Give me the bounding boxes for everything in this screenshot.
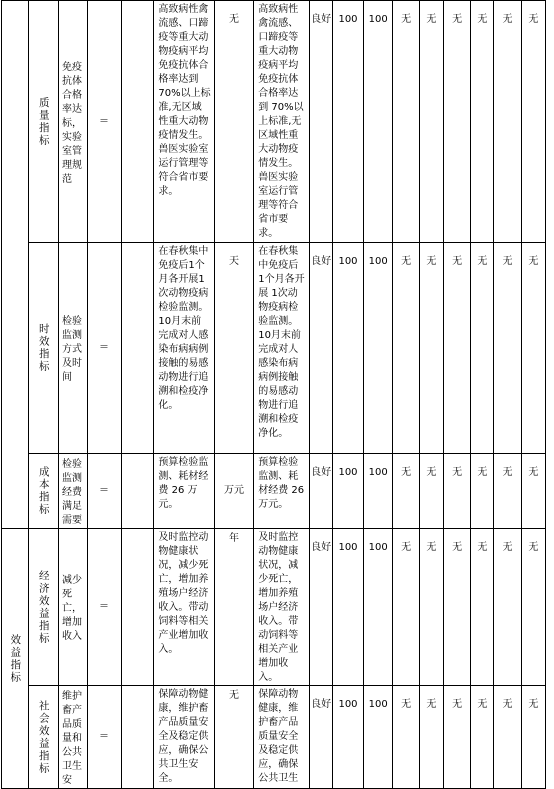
operator-label: ＝ (99, 342, 110, 353)
value-label: 无 (528, 14, 539, 25)
value-cell (494, 454, 521, 529)
weight-cell (333, 529, 364, 686)
value-cell (393, 686, 419, 789)
indicator-label: 检验监测经费满足需要 (62, 459, 83, 526)
operator-label: ＝ (99, 601, 110, 612)
operator-cell (87, 686, 121, 789)
score-value: 100 (368, 14, 388, 25)
operator-cell (87, 529, 121, 686)
indicator-label: 减少死亡，增加收入 (62, 575, 83, 642)
value-label: 无 (502, 699, 513, 710)
weight-cell (333, 454, 364, 529)
weight-value: 100 (338, 467, 358, 478)
value-label: 无 (502, 542, 513, 553)
value-cell (494, 686, 521, 789)
actual-cell (254, 686, 310, 789)
value-label: 无 (401, 699, 412, 710)
grade-cell (310, 243, 333, 454)
weight-cell (333, 243, 364, 454)
score-value: 100 (368, 699, 388, 710)
level1-cell-outcome (2, 529, 29, 789)
value-cell (443, 686, 470, 789)
grade-label: 良好 (311, 14, 332, 25)
level2-cell (29, 529, 59, 686)
operator-label: ＝ (99, 485, 110, 496)
indicator-label: 免疫抗体合格率达标，实验室管理规范 (62, 61, 83, 185)
score-value: 100 (368, 542, 388, 553)
value-label: 无 (452, 14, 463, 25)
empty-cell (121, 686, 154, 789)
grade-label: 良好 (311, 542, 332, 553)
value-label: 无 (502, 256, 513, 267)
unit-cell (214, 454, 253, 529)
weight-value: 100 (338, 256, 358, 267)
level2-cell (29, 686, 59, 789)
level2-cell (29, 243, 59, 454)
table-row (2, 686, 546, 789)
operator-cell (87, 243, 121, 454)
value-cell (419, 686, 443, 789)
value-cell (521, 243, 545, 454)
target-cell (154, 529, 214, 686)
target-cell (154, 243, 214, 454)
level2-label: 时效指标 (37, 323, 50, 373)
operator-label: ＝ (99, 731, 110, 742)
value-cell (443, 243, 470, 454)
value-label: 无 (528, 542, 539, 553)
actual-text: 及时监控动物健康状况，减少死亡，增加养殖场户经济收入。带动饲料等相关产业增加收入。 (258, 532, 299, 683)
value-cell (521, 529, 545, 686)
score-cell (363, 1, 393, 243)
performance-indicator-table (1, 0, 546, 789)
value-cell (419, 529, 443, 686)
operator-cell (87, 454, 121, 529)
target-text: 预算检验监测、耗材经费 26 万元。 (158, 457, 209, 510)
level2-label: 经济效益指标 (37, 569, 50, 645)
score-cell (363, 686, 393, 789)
table-row (2, 529, 546, 686)
target-text: 及时监控动物健康状况，减少死亡，增加养殖场户经济收入。带动饲料等相关产业增加收入。 (158, 532, 209, 655)
actual-text: 预算检验监测、耗材经费 26 万元。 (258, 457, 305, 510)
score-cell (363, 529, 393, 686)
value-label: 无 (452, 256, 463, 267)
empty-cell (121, 243, 154, 454)
value-cell (443, 529, 470, 686)
unit-cell (214, 1, 253, 243)
indicator-cell (59, 529, 88, 686)
target-text: 高致病性禽流感、口蹄疫等重大动物疫病平均免疫抗体合格率达到70%以上标准,无区域性重大动物疫情发生。兽医实验室运行管理等符合省市要求。 (158, 4, 211, 197)
grade-cell (310, 686, 333, 789)
value-cell (471, 243, 494, 454)
unit-cell (214, 529, 253, 686)
value-cell (521, 454, 545, 529)
actual-cell (254, 529, 310, 686)
actual-cell (254, 454, 310, 529)
value-label: 无 (426, 467, 437, 478)
grade-label: 良好 (311, 699, 332, 710)
level1-label: 效益指标 (9, 633, 22, 684)
unit-label: 万元 (223, 485, 244, 496)
grade-label: 良好 (311, 256, 332, 267)
level1-cell-output (2, 1, 29, 529)
unit-cell (214, 686, 253, 789)
weight-value: 100 (338, 699, 358, 710)
value-label: 无 (426, 14, 437, 25)
grade-cell (310, 529, 333, 686)
value-cell (393, 1, 419, 243)
level2-label: 成本指标 (37, 466, 50, 516)
value-label: 无 (426, 699, 437, 710)
value-label: 无 (528, 699, 539, 710)
indicator-cell (59, 243, 88, 454)
value-label: 无 (401, 467, 412, 478)
indicator-label: 维护畜产品质量和公共卫生安 (62, 691, 83, 786)
indicator-cell (59, 1, 88, 243)
weight-cell (333, 1, 364, 243)
value-label: 无 (477, 699, 488, 710)
value-label: 无 (477, 542, 488, 553)
empty-cell (121, 454, 154, 529)
actual-text: 在春秋集中免疫后 1个月各开展 1次动物疫病检验监测。10月末前完成对人感染布病病例接触的易感动物进行追溯和检疫净化。 (258, 246, 305, 439)
operator-label: ＝ (99, 115, 110, 127)
value-label: 无 (426, 542, 437, 553)
level2-label: 质量指标 (37, 96, 50, 147)
level2-label: 社会效益指标 (37, 699, 50, 775)
value-cell (494, 1, 521, 243)
value-label: 无 (477, 467, 488, 478)
indicator-cell (59, 686, 88, 789)
value-cell (393, 454, 419, 529)
value-label: 无 (528, 256, 539, 267)
table-row (2, 454, 546, 529)
grade-label: 良好 (311, 467, 332, 478)
value-label: 无 (401, 14, 412, 25)
empty-cell (121, 1, 154, 243)
value-label: 无 (502, 14, 513, 25)
value-cell (471, 454, 494, 529)
score-cell (363, 454, 393, 529)
level2-cell (29, 454, 59, 529)
actual-cell (254, 243, 310, 454)
value-cell (393, 529, 419, 686)
actual-cell (254, 1, 310, 243)
score-value: 100 (368, 467, 388, 478)
value-label: 无 (452, 467, 463, 478)
value-cell (443, 454, 470, 529)
value-cell (494, 243, 521, 454)
value-cell (419, 454, 443, 529)
weight-cell (333, 686, 364, 789)
target-text: 在春秋集中免疫后1个月各开展1次动物疫病检验监测。10月末前完成对人感染布病病例接触的易感动物进行追溯和检疫净化。 (158, 246, 209, 411)
value-label: 无 (426, 256, 437, 267)
unit-label: 天 (228, 256, 239, 267)
value-label: 无 (452, 542, 463, 553)
grade-cell (310, 1, 333, 243)
value-cell (521, 1, 545, 243)
grade-cell (310, 454, 333, 529)
weight-value: 100 (338, 14, 358, 25)
actual-text: 高致病性禽流感、口蹄疫等重大动物疫病平均免疫抗体合格率达到 70%以上标准,无区域性重大动物疫情发生。兽医实验室运行管理等符合省市要求。 (258, 4, 304, 239)
level2-cell (29, 1, 59, 243)
score-cell (363, 243, 393, 454)
target-text: 保障动物健康，维护畜产品质量安全及稳定供应，确保公共卫生安全。 (158, 689, 209, 784)
indicator-label: 检验监测方式及时间 (62, 316, 83, 383)
operator-cell (87, 1, 121, 243)
value-cell (471, 686, 494, 789)
table-row (2, 243, 546, 454)
value-cell (393, 243, 419, 454)
value-cell (494, 529, 521, 686)
empty-cell (121, 529, 154, 686)
value-label: 无 (477, 14, 488, 25)
unit-cell (214, 243, 253, 454)
value-cell (443, 1, 470, 243)
value-cell (471, 1, 494, 243)
target-cell (154, 1, 214, 243)
weight-value: 100 (338, 542, 358, 553)
value-label: 无 (401, 542, 412, 553)
table-row (2, 1, 546, 243)
value-cell (419, 1, 443, 243)
unit-label: 无 (228, 14, 239, 25)
unit-label: 年 (228, 533, 239, 544)
target-cell (154, 454, 214, 529)
value-cell (419, 243, 443, 454)
value-cell (521, 686, 545, 789)
indicator-cell (59, 454, 88, 529)
value-label: 无 (502, 467, 513, 478)
unit-label: 无 (228, 690, 239, 701)
value-cell (471, 529, 494, 686)
value-label: 无 (452, 699, 463, 710)
score-value: 100 (368, 256, 388, 267)
value-label: 无 (401, 256, 412, 267)
actual-text: 保障动物健康，维护畜产品质量安全及稳定供应，确保公共卫生 (258, 689, 299, 784)
target-cell (154, 686, 214, 789)
value-label: 无 (528, 467, 539, 478)
value-label: 无 (477, 256, 488, 267)
